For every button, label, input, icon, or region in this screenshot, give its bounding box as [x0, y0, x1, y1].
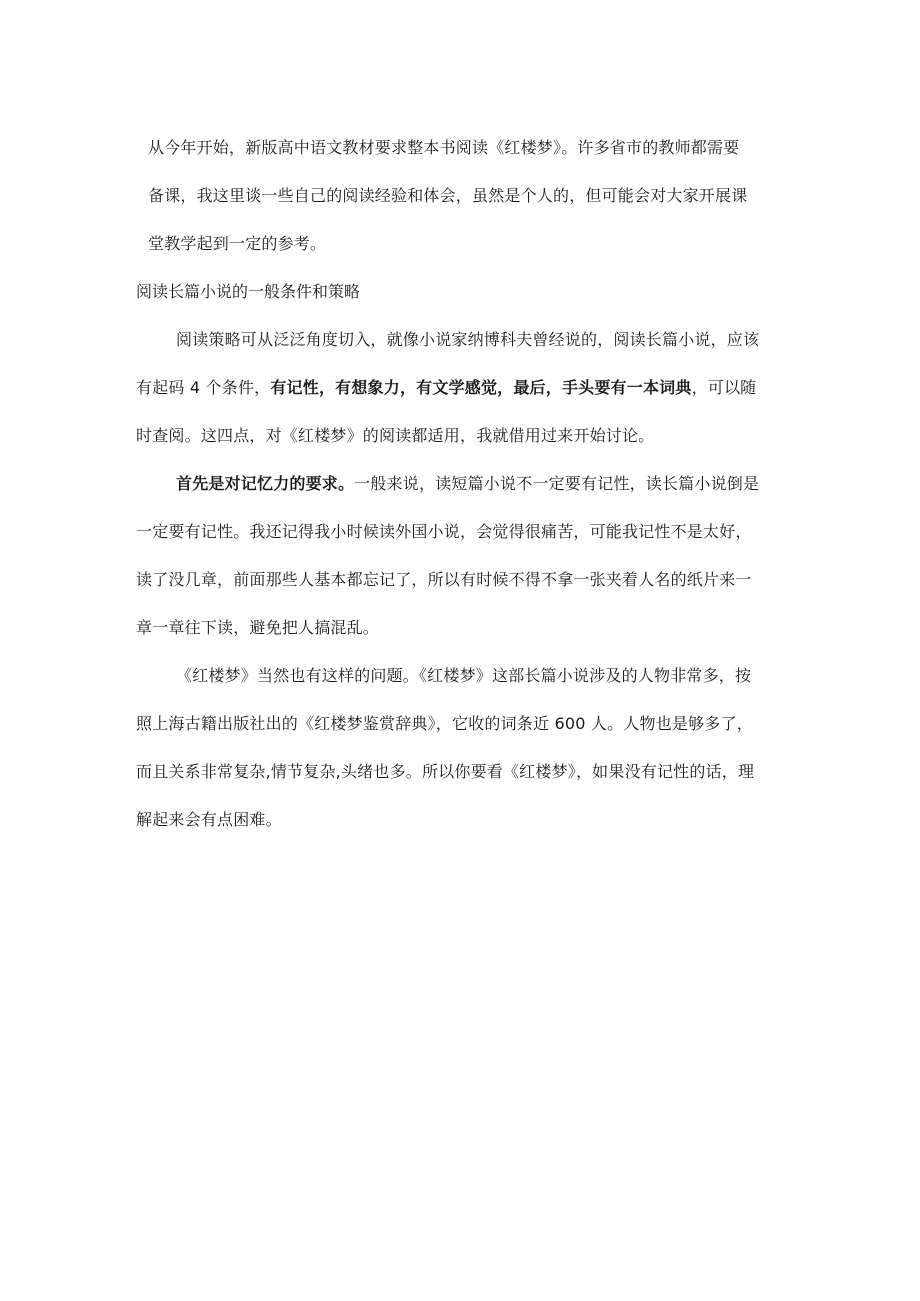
para1-line-2-start: 有起码 4 个条件， [136, 378, 271, 397]
para1-line-2-end: ，可以随 [691, 378, 757, 397]
para3-line-4: 解起来会有点困难。 [136, 810, 282, 829]
para1-line-3: 时查阅。这四点，对《红楼梦》的阅读都适用，我就借用过来开始讨论。 [136, 426, 655, 445]
para1-conditions-emphasis: 有记性，有想象力，有文学感觉，最后，手头要有一本词典 [270, 378, 692, 397]
para3-line-1: 《红楼梦》当然也有这样的问题。《红楼梦》这部长篇小说涉及的人物非常多，按 [176, 666, 752, 685]
para2-line-3: 读了没几章，前面那些人基本都忘记了，所以有时候不得不拿一张夹着人名的纸片来一 [136, 570, 752, 589]
section-heading: 阅读长篇小说的一般条件和策略 [136, 282, 361, 301]
para2-line-1-rest: 一般来说，读短篇小说不一定要有记性，读长篇小说倒是 [354, 474, 760, 493]
intro-line-1: 从今年开始，新版高中语文教材要求整本书阅读《红楼梦》。许多省市的教师都需要 [148, 138, 740, 157]
para1-line-2 [136, 364, 792, 412]
para3-line-2: 照上海古籍出版社出的《红楼梦鉴赏辞典》，它收的词条近 600 人。人物也是够多了， [136, 714, 753, 733]
para3-line-3: 而且关系非常复杂,情节复杂,头绪也多。所以你要看《红楼梦》，如果没有记性的话，理 [136, 762, 755, 781]
para2-emphasis: 首先是对记忆力的要求。 [176, 474, 355, 493]
intro-line-2: 备课，我这里谈一些自己的阅读经验和体会，虽然是个人的，但可能会对大家开展课 [148, 186, 748, 205]
paragraph-memory [136, 460, 792, 652]
para2-line-4: 章一章往下读，避免把人搞混乱。 [136, 618, 380, 637]
para1-line-1: 阅读策略可从泛泛角度切入，就像小说家纳博科夫曾经说的，阅读长篇小说，应该 [176, 330, 760, 349]
paragraph-characters [136, 652, 792, 844]
paragraph-conditions [136, 316, 792, 460]
para2-line-2: 一定要有记性。我还记得我小时候读外国小说，会觉得很痛苦，可能我记性不是太好， [136, 522, 752, 541]
para2-line-1 [136, 460, 792, 508]
intro-line-3: 堂教学起到一定的参考。 [148, 234, 327, 253]
intro-paragraph [148, 124, 793, 268]
